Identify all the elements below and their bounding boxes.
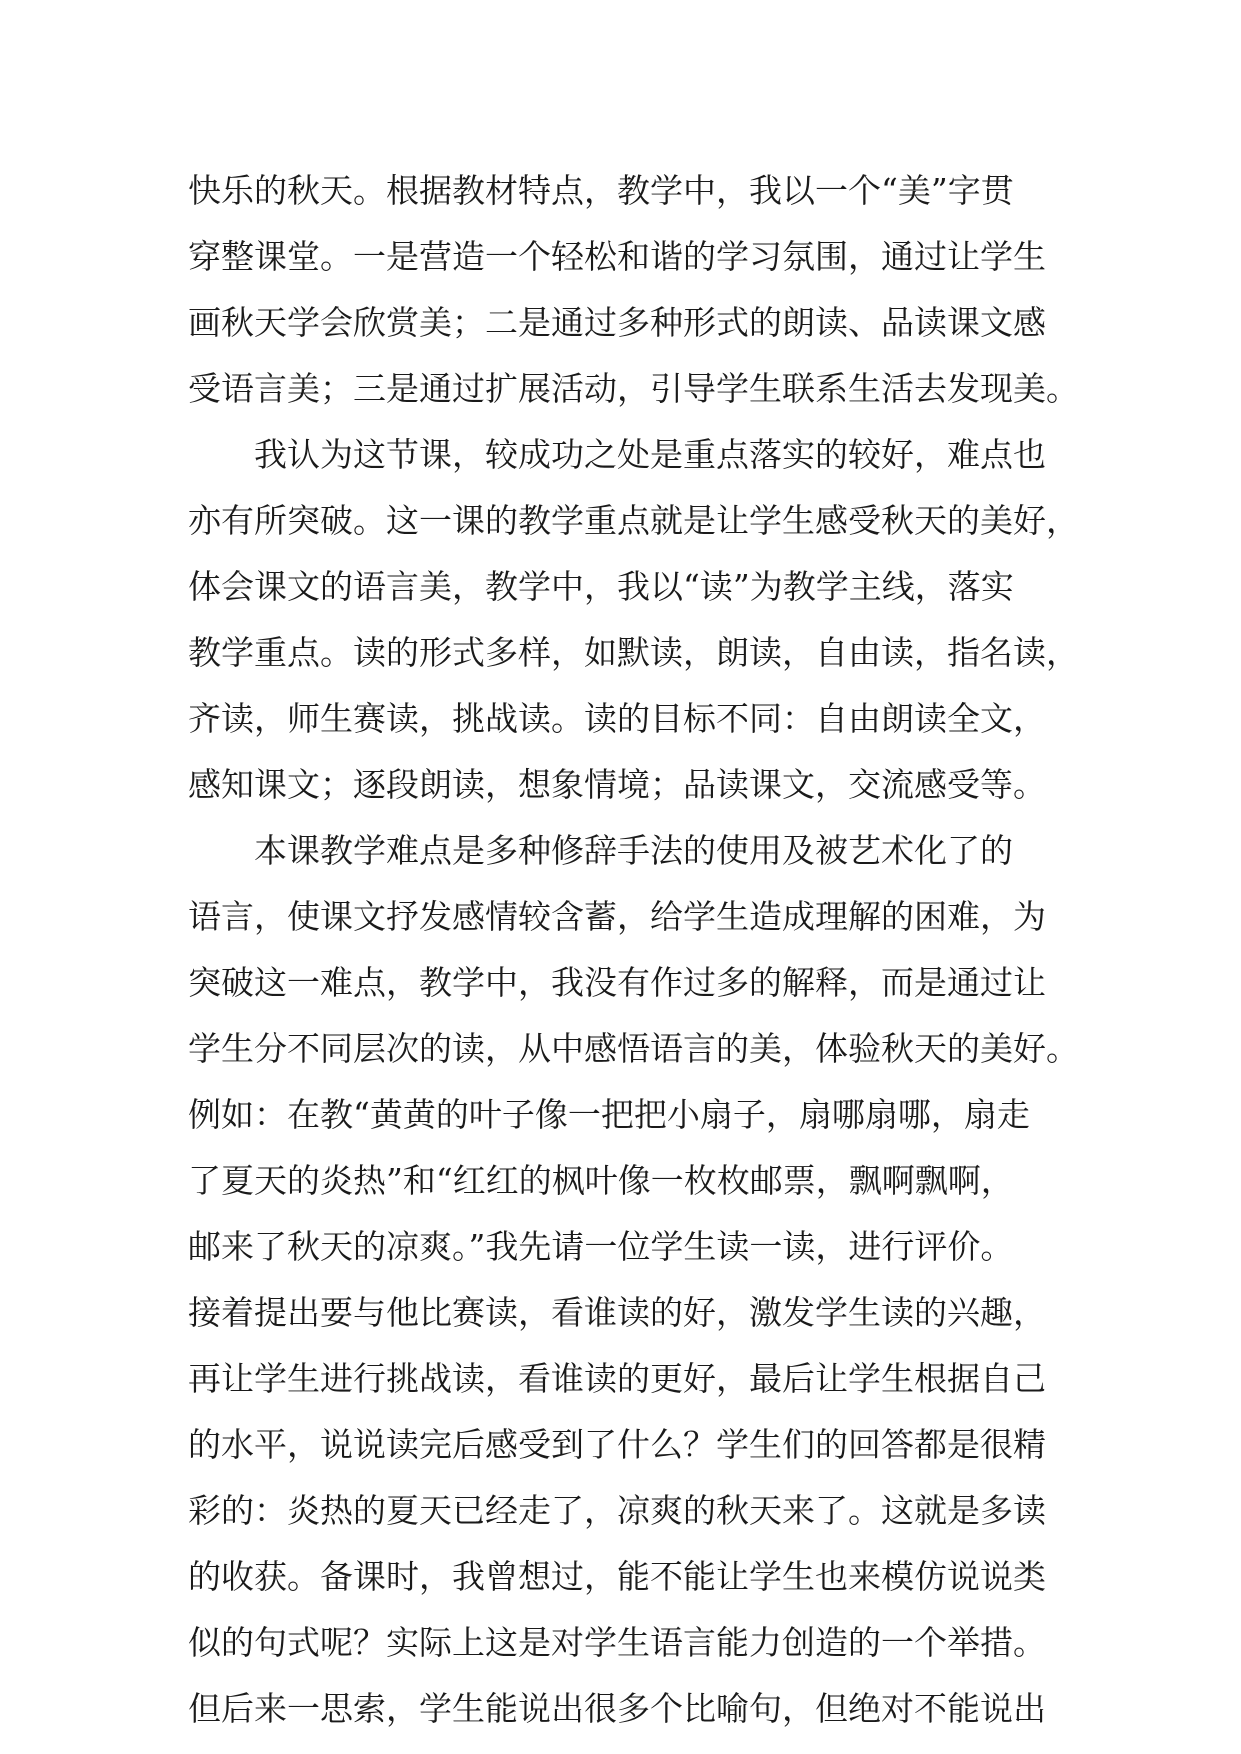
text-line: 教学重点。读的形式多样，如默读，朗读，自由读，指名读， [188,633,1079,672]
body-text [188,158,1079,1742]
text-line: 学生分不同层次的读，从中感悟语言的美，体验秋天的美好。 [188,1029,1079,1068]
text-line: 例如：在教“黄黄的叶子像一把把小扇子，扇哪扇哪，扇走 [188,1095,1030,1134]
text-line: 的水平，说说读完后感受到了什么？学生们的回答都是很精 [188,1425,1046,1464]
text-line: 体会课文的语言美，教学中，我以“读”为教学主线，落实 [188,567,1014,606]
text-line: 了夏天的炎热”和“红红的枫叶像一枚枚邮票，飘啊飘啊， [188,1161,1014,1200]
paragraph-start-line: 我认为这节课，较成功之处是重点落实的较好，难点也 [254,435,1046,474]
text-line: 齐读，师生赛读，挑战读。读的目标不同：自由朗读全文， [188,699,1046,738]
text-line: 邮来了秋天的凉爽。”我先请一位学生读一读，进行评价。 [188,1227,1014,1266]
text-line: 但后来一思索，学生能说出很多个比喻句，但绝对不能说出 [188,1689,1046,1728]
text-line: 快乐的秋天。根据教材特点，教学中，我以一个“美”字贯 [188,171,1014,210]
paragraph-start-line: 本课教学难点是多种修辞手法的使用及被艺术化了的 [254,831,1013,870]
text-line: 再让学生进行挑战读，看谁读的更好，最后让学生根据自己 [188,1359,1046,1398]
text-line: 受语言美；三是通过扩展活动，引导学生联系生活去发现美。 [188,369,1079,408]
text-line: 接着提出要与他比赛读，看谁读的好，激发学生读的兴趣， [188,1293,1046,1332]
text-line: 似的句式呢？实际上这是对学生语言能力创造的一个举措。 [188,1623,1046,1662]
text-line: 穿整课堂。一是营造一个轻松和谐的学习氛围，通过让学生 [188,237,1046,276]
text-line: 感知课文；逐段朗读，想象情境；品读课文，交流感受等。 [188,765,1046,804]
text-line: 的收获。备课时，我曾想过，能不能让学生也来模仿说说类 [188,1557,1046,1596]
text-line: 语言，使课文抒发感情较含蓄，给学生造成理解的困难，为 [188,897,1046,936]
text-line: 画秋天学会欣赏美；二是通过多种形式的朗读、品读课文感 [188,303,1046,342]
text-line: 彩的：炎热的夏天已经走了，凉爽的秋天来了。这就是多读 [188,1491,1046,1530]
text-line: 亦有所突破。这一课的教学重点就是让学生感受秋天的美好， [188,501,1079,540]
text-line: 突破这一难点，教学中，我没有作过多的解释，而是通过让 [188,963,1046,1002]
